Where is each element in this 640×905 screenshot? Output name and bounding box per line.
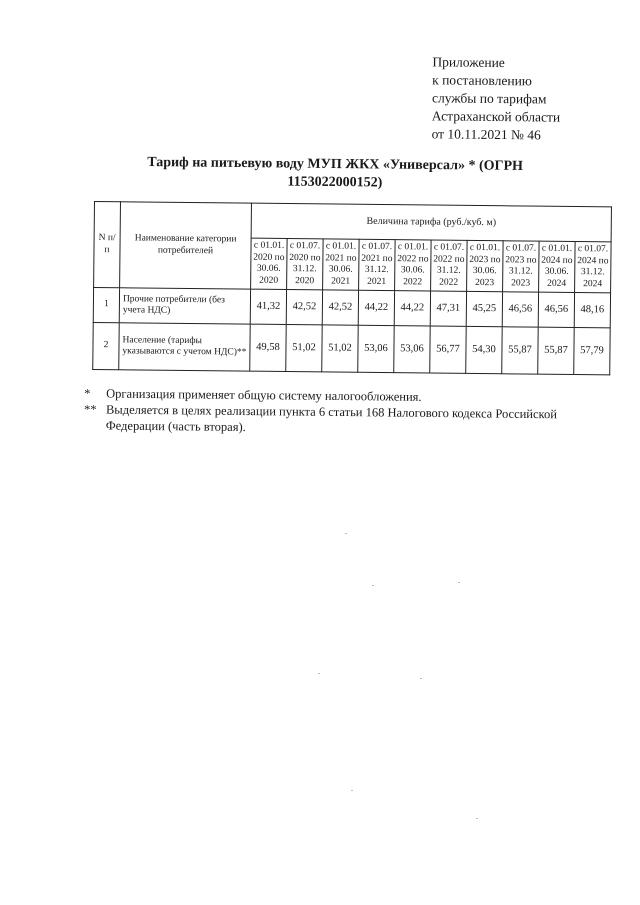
- footnote-mark: **: [83, 402, 97, 417]
- row-num: 2: [93, 322, 119, 369]
- header-period: с 01.07. 2022 по 31.12. 2022: [431, 240, 468, 291]
- header-period: с 01.07. 2020 по 31.12. 2020: [287, 239, 324, 290]
- tariff-value: 55,87: [502, 327, 538, 374]
- tariff-value: 41,32: [250, 289, 286, 324]
- footnote-text: Организация применяет общую систему налогообложения.: [106, 386, 422, 404]
- appendix-line: Приложение: [432, 54, 505, 71]
- tariff-value: 46,56: [538, 292, 574, 327]
- tariff-value: 46,56: [502, 292, 538, 327]
- header-period: с 01.07. 2021 по 31.12. 2021: [359, 239, 396, 290]
- row-num: 1: [93, 288, 119, 323]
- appendix-line: Астраханской области: [431, 108, 561, 125]
- tariff-value: 47,31: [430, 291, 466, 326]
- tariff-value: 56,77: [430, 326, 466, 373]
- appendix-line: от 10.11.2021 № 46: [431, 126, 541, 143]
- footnote: [84, 401, 594, 438]
- table-row: [93, 288, 610, 328]
- tariff-table: [92, 201, 612, 375]
- scan-speck: [458, 582, 460, 583]
- footnote-text: Выделяется в целях реализации пункта 6 статьи 168 Налогового кодекса Российской Федерации (часть вторая).: [105, 402, 558, 435]
- row-category: Прочие потребители (без учета НДС): [119, 288, 250, 324]
- scan-speck: [476, 818, 478, 819]
- header-period: с 01.07. 2023 по 31.12. 2023: [503, 241, 540, 292]
- header-num: N п/п: [94, 202, 121, 288]
- table-header-row: [94, 202, 611, 242]
- footnote-mark: *: [84, 386, 91, 401]
- header-period: с 01.07. 2024 по 31.12. 2024: [575, 242, 612, 293]
- tariff-value: 48,16: [574, 293, 610, 328]
- scan-speck: [372, 585, 374, 586]
- tariff-value: 44,22: [358, 290, 394, 325]
- scan-speck: [420, 678, 422, 679]
- tariff-value: 53,06: [394, 326, 430, 373]
- appendix-line: службы по тарифам: [431, 90, 547, 107]
- tariff-value: 54,30: [466, 326, 502, 373]
- document-title: Тариф на питьевую воду МУП ЖКХ «Универсал» * (ОГРН 1153022000152): [147, 155, 524, 191]
- scan-speck: [351, 790, 353, 791]
- header-period: с 01.01. 2024 по 30.06. 2024: [539, 241, 576, 292]
- header-period: с 01.01. 2022 по 30.06. 2022: [395, 240, 432, 291]
- tariff-value: 44,22: [394, 291, 430, 326]
- appendix-block: [432, 53, 561, 144]
- header-category: Наименование категории потребителей: [120, 202, 252, 289]
- header-period: с 01.01. 2021 по 30.06. 2021: [323, 239, 360, 290]
- tariff-value: 57,79: [574, 328, 610, 375]
- header-period: с 01.01. 2020 по 30.06. 2020: [251, 238, 288, 289]
- row-category: Население (тарифы указываются с учетом НДС)**: [119, 323, 250, 371]
- appendix-line: к постановлению: [432, 72, 533, 89]
- tariff-value: 49,58: [250, 324, 286, 371]
- tariff-value: 42,52: [322, 290, 358, 325]
- header-tariff: Величина тарифа (руб./куб. м): [251, 203, 611, 242]
- tariff-value: 51,02: [322, 325, 358, 372]
- tariff-value: 51,02: [286, 325, 322, 372]
- scan-speck: [318, 673, 320, 674]
- scan-speck: [345, 533, 347, 534]
- tariff-value: 55,87: [538, 327, 574, 374]
- table-row: [93, 322, 610, 374]
- header-period: с 01.01. 2023 по 30.06. 2023: [467, 240, 504, 291]
- footnotes: [84, 385, 594, 438]
- tariff-value: 53,06: [358, 325, 394, 372]
- tariff-value: 45,25: [466, 291, 502, 326]
- tariff-table-wrapper: [92, 201, 612, 375]
- tariff-value: 42,52: [286, 290, 322, 325]
